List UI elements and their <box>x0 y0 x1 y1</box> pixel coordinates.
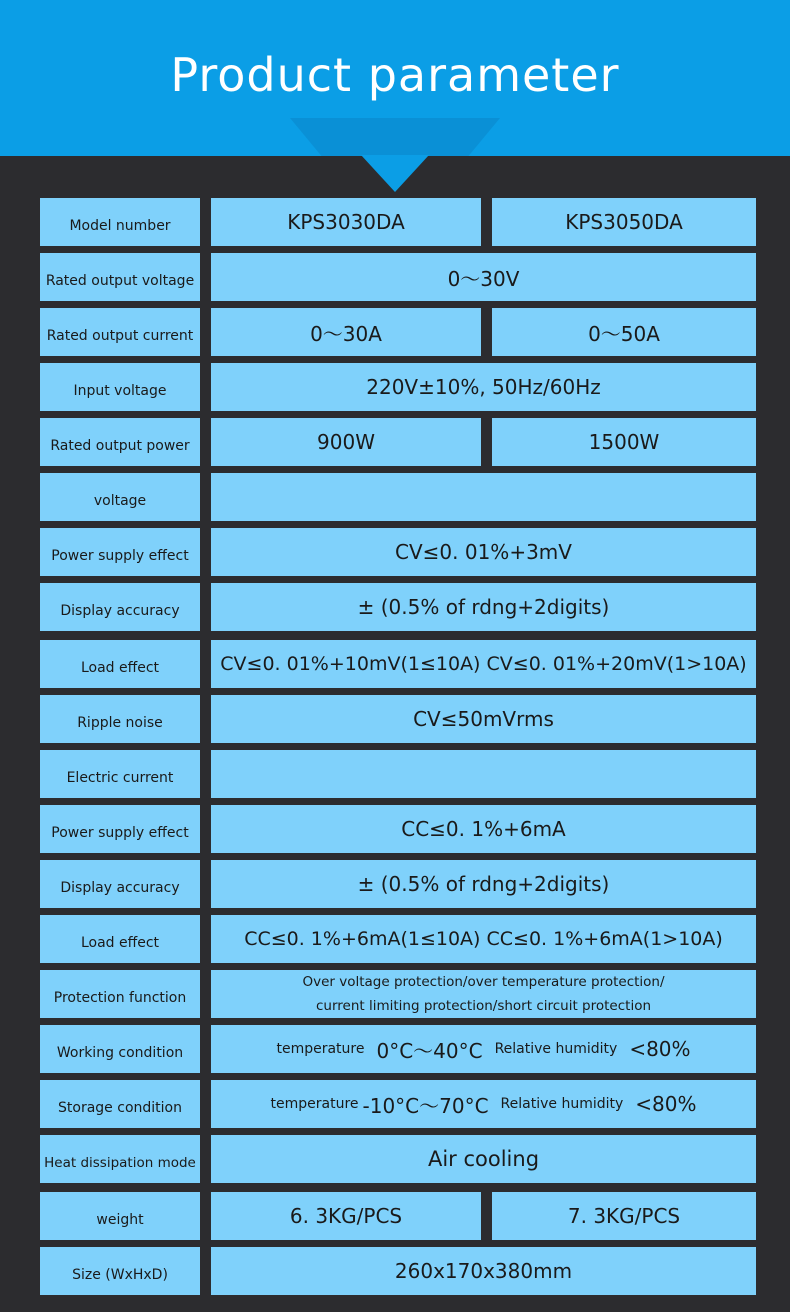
spec-label: Heat dissipation mode <box>40 1135 200 1183</box>
spec-value: ± (0.5% of rdng+2digits) <box>211 860 756 908</box>
spec-row-working-condition <box>40 1025 756 1073</box>
spec-row-display-accuracy-cv <box>40 583 756 631</box>
spec-value: 220V±10%, 50Hz/60Hz <box>211 363 756 411</box>
spec-row-voltage-section <box>40 473 756 521</box>
spec-value <box>211 1025 756 1073</box>
spec-row-model-number <box>40 198 756 246</box>
temperature-label: temperature <box>276 1041 365 1057</box>
spec-row-load-effect-cc <box>40 915 756 963</box>
temperature-value: -10°C～70°C <box>362 1093 489 1118</box>
spec-row-power-supply-effect-cv <box>40 528 756 576</box>
spec-label: Working condition <box>40 1025 200 1073</box>
temperature-label: temperature <box>270 1096 359 1112</box>
spec-value-kps3050da: 7. 3KG/PCS <box>492 1192 756 1240</box>
header-banner <box>0 0 790 156</box>
temperature-value: 0°C～40°C <box>376 1038 483 1063</box>
spec-label: Storage condition <box>40 1080 200 1128</box>
spec-row-electric-current-section <box>40 750 756 798</box>
spec-value: CV≤50mVrms <box>211 695 756 743</box>
spec-value: CV≤0. 01%+10mV(1≤10A) CV≤0. 01%+20mV(1>10A) <box>211 640 756 688</box>
spec-row-rated-output-power <box>40 418 756 466</box>
spec-value <box>211 473 756 521</box>
spec-row-heat-dissipation <box>40 1135 756 1183</box>
spec-label: Input voltage <box>40 363 200 411</box>
spec-label: Size (WxHxD) <box>40 1247 200 1295</box>
spec-row-size <box>40 1247 756 1295</box>
humidity-value: <80% <box>635 1092 697 1116</box>
spec-label: Display accuracy <box>40 583 200 631</box>
page-title: Product parameter <box>170 48 620 102</box>
spec-label: Protection function <box>40 970 200 1018</box>
spec-label: Electric current <box>40 750 200 798</box>
humidity-label: Relative humidity <box>500 1096 624 1112</box>
spec-row-input-voltage <box>40 363 756 411</box>
spec-value-kps3030da: 0～30A <box>211 308 481 356</box>
spec-value: CC≤0. 1%+6mA <box>211 805 756 853</box>
spec-row-load-effect-cv <box>40 640 756 688</box>
humidity-value: <80% <box>629 1037 691 1061</box>
spec-value-kps3030da: KPS3030DA <box>211 198 481 246</box>
spec-value: 0～30V <box>211 253 756 301</box>
spec-row-storage-condition <box>40 1080 756 1128</box>
spec-row-display-accuracy-cc <box>40 860 756 908</box>
spec-row-rated-output-current <box>40 308 756 356</box>
spec-label: Rated output power <box>40 418 200 466</box>
spec-label: Display accuracy <box>40 860 200 908</box>
spec-value: Air cooling <box>211 1135 756 1183</box>
down-arrow-icon <box>361 155 429 192</box>
spec-label: Load effect <box>40 915 200 963</box>
spec-label: Power supply effect <box>40 528 200 576</box>
spec-row-weight <box>40 1192 756 1240</box>
spec-value: CV≤0. 01%+3mV <box>211 528 756 576</box>
spec-value <box>211 750 756 798</box>
spec-value-kps3030da: 900W <box>211 418 481 466</box>
spec-label: Load effect <box>40 640 200 688</box>
spec-label: Ripple noise <box>40 695 200 743</box>
spec-value: 260x170x380mm <box>211 1247 756 1295</box>
spec-label: voltage <box>40 473 200 521</box>
spec-label: Model number <box>40 198 200 246</box>
spec-value-kps3030da: 6. 3KG/PCS <box>211 1192 481 1240</box>
header-shade <box>290 118 500 156</box>
spec-label: Power supply effect <box>40 805 200 853</box>
spec-row-protection-function <box>40 970 756 1018</box>
spec-label: Rated output voltage <box>40 253 200 301</box>
spec-value-kps3050da: 0～50A <box>492 308 756 356</box>
spec-row-ripple-noise <box>40 695 756 743</box>
protection-line-2: current limiting protection/short circuit protection <box>315 998 652 1014</box>
spec-row-power-supply-effect-cc <box>40 805 756 853</box>
spec-row-rated-output-voltage <box>40 253 756 301</box>
spec-label: Rated output current <box>40 308 200 356</box>
spec-value: CC≤0. 1%+6mA(1≤10A) CC≤0. 1%+6mA(1>10A) <box>211 915 756 963</box>
spec-value-kps3050da: KPS3050DA <box>492 198 756 246</box>
spec-value <box>211 1080 756 1128</box>
spec-value <box>211 970 756 1018</box>
spec-value: ± (0.5% of rdng+2digits) <box>211 583 756 631</box>
humidity-label: Relative humidity <box>494 1041 618 1057</box>
spec-label: weight <box>40 1192 200 1240</box>
protection-line-1: Over voltage protection/over temperature protection/ <box>302 974 665 990</box>
spec-value-kps3050da: 1500W <box>492 418 756 466</box>
